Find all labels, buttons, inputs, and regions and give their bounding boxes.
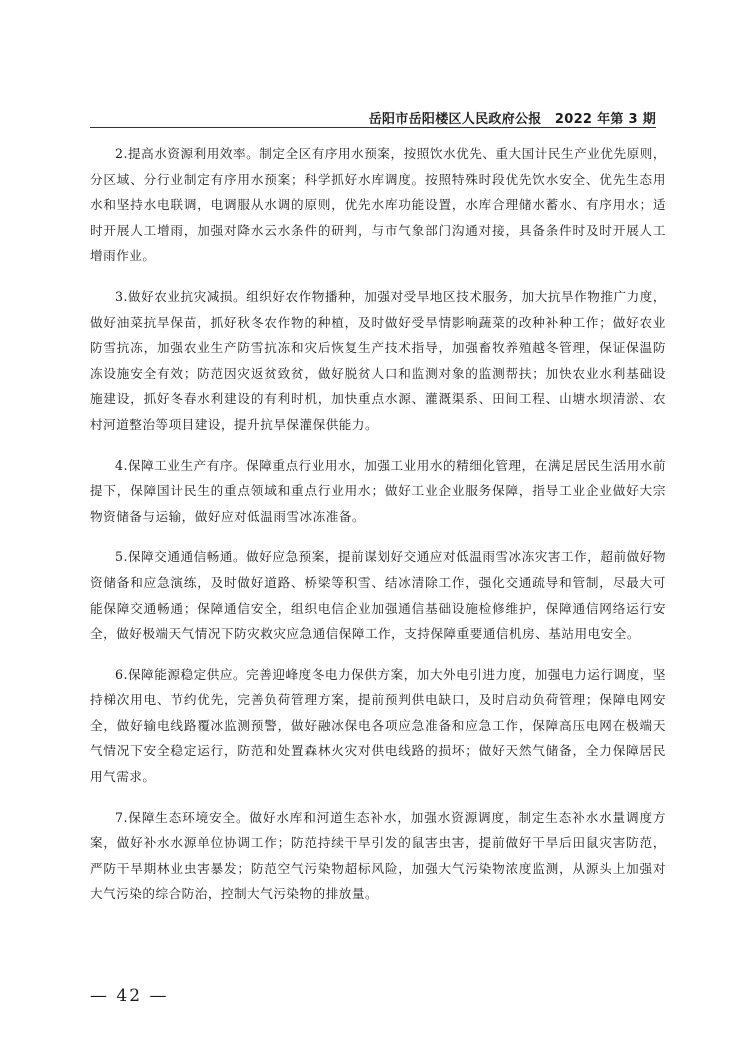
paragraph-industry: 4.保障工业生产有序。保障重点行业用水，加强工业用水的精细化管理，在满足居民生活用水前提下，保障国计民生的重点领域和重点行业用水；做好工业企业服务保障，指导工业企业做好大宗物资储备与运输，做好应对低温雨雪冰冻准备。 (90, 457, 666, 524)
paragraph-agriculture: 3.做好农业抗灾减损。组织好农作物播种，加强对受旱地区技术服务，加大抗旱作物推广力度，做好油菜抗旱保苗，抓好秋冬农作物的种植，及时做好受旱情影响蔬菜的改种补种工作；做好农业防雪抗冻，加强农业生产防雪抗冻和灾后恢复生产技术指导，加强畜牧养殖越冬管理，保证保温防冻设施安全有效；防范因灾返贫致贫，做好脱贫人口和监测对象的监测帮扶；加快农业水利基础设施建设，抓好冬春水利建设的有利时机，加快重点水源、灌溉渠系、田间工程、山塘水坝清淤、农村河道整治等项目建设，提升抗旱保灌保供能力。 (90, 288, 666, 432)
paragraph-water-resources: 2.提高水资源利用效率。制定全区有序用水预案，按照饮水优先、重大国计民生产业优先原则，分区域、分行业制定有序用水预案；科学抓好水库调度。按照特殊时段优先饮水安全、优先生态用水和坚持水电联调，电调服从水调的原则，优先水库功能设置，水库合理储水蓄水、有序用水；适时开展人工增雨，加强对降水云水条件的研判，与市气象部门沟通对接，具备条件时及时开展人工增雨作业。 (90, 146, 666, 264)
paragraph-transport-communication: 5.保障交通通信畅通。做好应急预案，提前谋划好交通应对低温雨雪冰冻灾害工作，超前做好物资储备和应急演练，及时做好道路、桥梁等积雪、结冰清除工作，强化交通疏导和管制，尽最大可能保障交通畅通；保障通信安全，组织电信企业加强通信基础设施检修维护，保障通信网络运行安全，做好极端天气情况下防灾救灾应急通信保障工作，支持保障重要通信机房、基站用电安全。 (90, 549, 666, 642)
page-number: — 42 — (90, 986, 169, 1006)
document-body (90, 141, 666, 922)
paragraph-energy: 6.保障能源稳定供应。完善迎峰度冬电力保供方案，加大外电引进力度，加强电力运行调度，坚持梯次用电、节约优先，完善负荷管理方案，提前预判供电缺口，及时启动负荷管理；保障电网安全，做好输电线路覆冰监测预警，做好融冰保电各项应急准备和应急工作，保障高压电网在极端天气情况下安全稳定运行，防范和处置森林火灾对供电线路的损坏；做好天然气储备，全力保障居民用气需求。 (90, 666, 666, 785)
page-header: 岳阳市岳阳楼区人民政府公报 2022 年第 3 期 (368, 112, 656, 127)
paragraph-ecology: 7.保障生态环境安全。做好水库和河道生态补水，加强水资源调度，制定生态补水水量调度方案，做好补水水源单位协调工作；防范持续干旱引发的鼠害虫害，提前做好干旱后田鼠灾害防范，严防干旱期林业虫害暴发；防范空气污染物超标风险，加强大气污染物浓度监测，从源头上加强对大气污染的综合防治，控制大气污染物的排放量。 (90, 809, 666, 902)
header-divider (90, 127, 656, 128)
